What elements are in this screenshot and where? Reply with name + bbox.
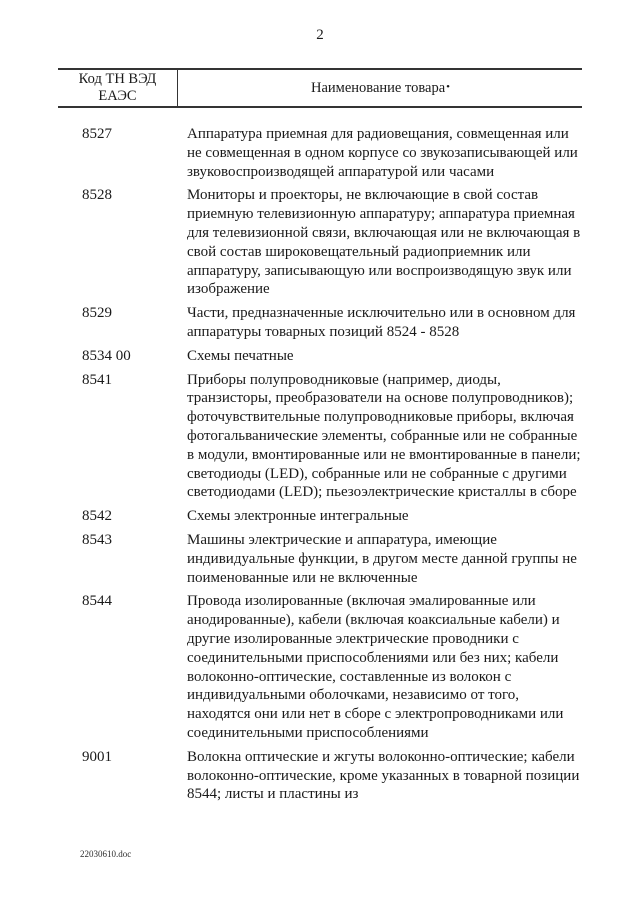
column-header-name-label: Наименование товара (311, 79, 446, 96)
row-goods-name: Схемы печатные (187, 347, 294, 364)
row-code: 8543 (82, 531, 112, 548)
row-code: 8529 (82, 305, 112, 322)
table-row (58, 531, 582, 587)
table-row (58, 304, 582, 342)
page-number: 2 (316, 27, 324, 43)
row-goods-name: Части, предназначенные исключительно или в основном для аппаратуры товарных позиций 8524 - 8528 (187, 305, 576, 340)
row-goods-name: Схемы электронные интегральные (187, 508, 409, 525)
row-code: 8527 (82, 126, 112, 142)
row-code: 8541 (82, 371, 112, 388)
row-code: 8542 (82, 508, 112, 525)
table-row (58, 748, 582, 804)
column-header-code: Код ТН ВЭД ЕАЭС (58, 70, 178, 106)
table-row (58, 371, 582, 503)
row-goods-name: Волокна оптические и жгуты волоконно-оптические; кабели волоконно-оптические, кроме указанных в товарной позиции 8544; листы и пластины из (187, 748, 580, 803)
row-goods-name: Мониторы и проекторы, не включающие в свой состав приемную телевизионную аппаратуру; аппаратура приемная для телевизионной связи, включающая или не включающая в свой состав широковещательный радиоприемник или аппаратуру, записывающую или воспроизводящую звук или изображение (187, 187, 581, 298)
table-body (58, 125, 582, 804)
row-goods-name: Приборы полупроводниковые (например, диоды, транзисторы, преобразователи на основе полупроводников); фоточувствительные полупроводниковые приборы, включая фотогальванические элементы, собранные или не собранные в модули, вмонтированные или не вмонтированные в панели; светодиоды (LED), собранные или не собранные с другими светодиодами (LED); пьезоэлектрические кристаллы в сборе (187, 371, 581, 501)
row-code: 9001 (82, 748, 112, 765)
table-row (58, 125, 582, 181)
document-filename: 22030610.doc (80, 849, 132, 859)
row-goods-name: Аппаратура приемная для радиовещания, совмещенная или не совмещенная в одном корпусе со звукозаписывающей или звуковоспроизводящей аппаратурой или часами (187, 126, 578, 180)
column-header-name: Наименование товара • (311, 79, 450, 96)
row-code: 8544 (82, 593, 112, 610)
table-header-row (58, 68, 582, 108)
row-code: 8528 (82, 187, 112, 204)
row-code: 8534 00 (82, 347, 131, 364)
row-goods-name: Машины электрические и аппаратура, имеющие индивидуальные функции, в другом месте данной группы не поименованные или не включенные (187, 531, 577, 586)
table-row (58, 507, 582, 526)
table-row (58, 186, 582, 299)
goods-table (58, 68, 582, 809)
row-goods-name: Провода изолированные (включая эмалированные или анодированные), кабели (включая коаксиальные кабели) и другие изолированные электрические проводники с соединительными приспособлениями или без них; кабели волоконно-оптические, составленные из волокон с индивидуальными оболочками, независимо от того, находятся они или нет в сборе с электропроводниками или соединительными приспособлениями (187, 593, 564, 741)
table-row (58, 592, 582, 742)
table-row (58, 347, 582, 366)
